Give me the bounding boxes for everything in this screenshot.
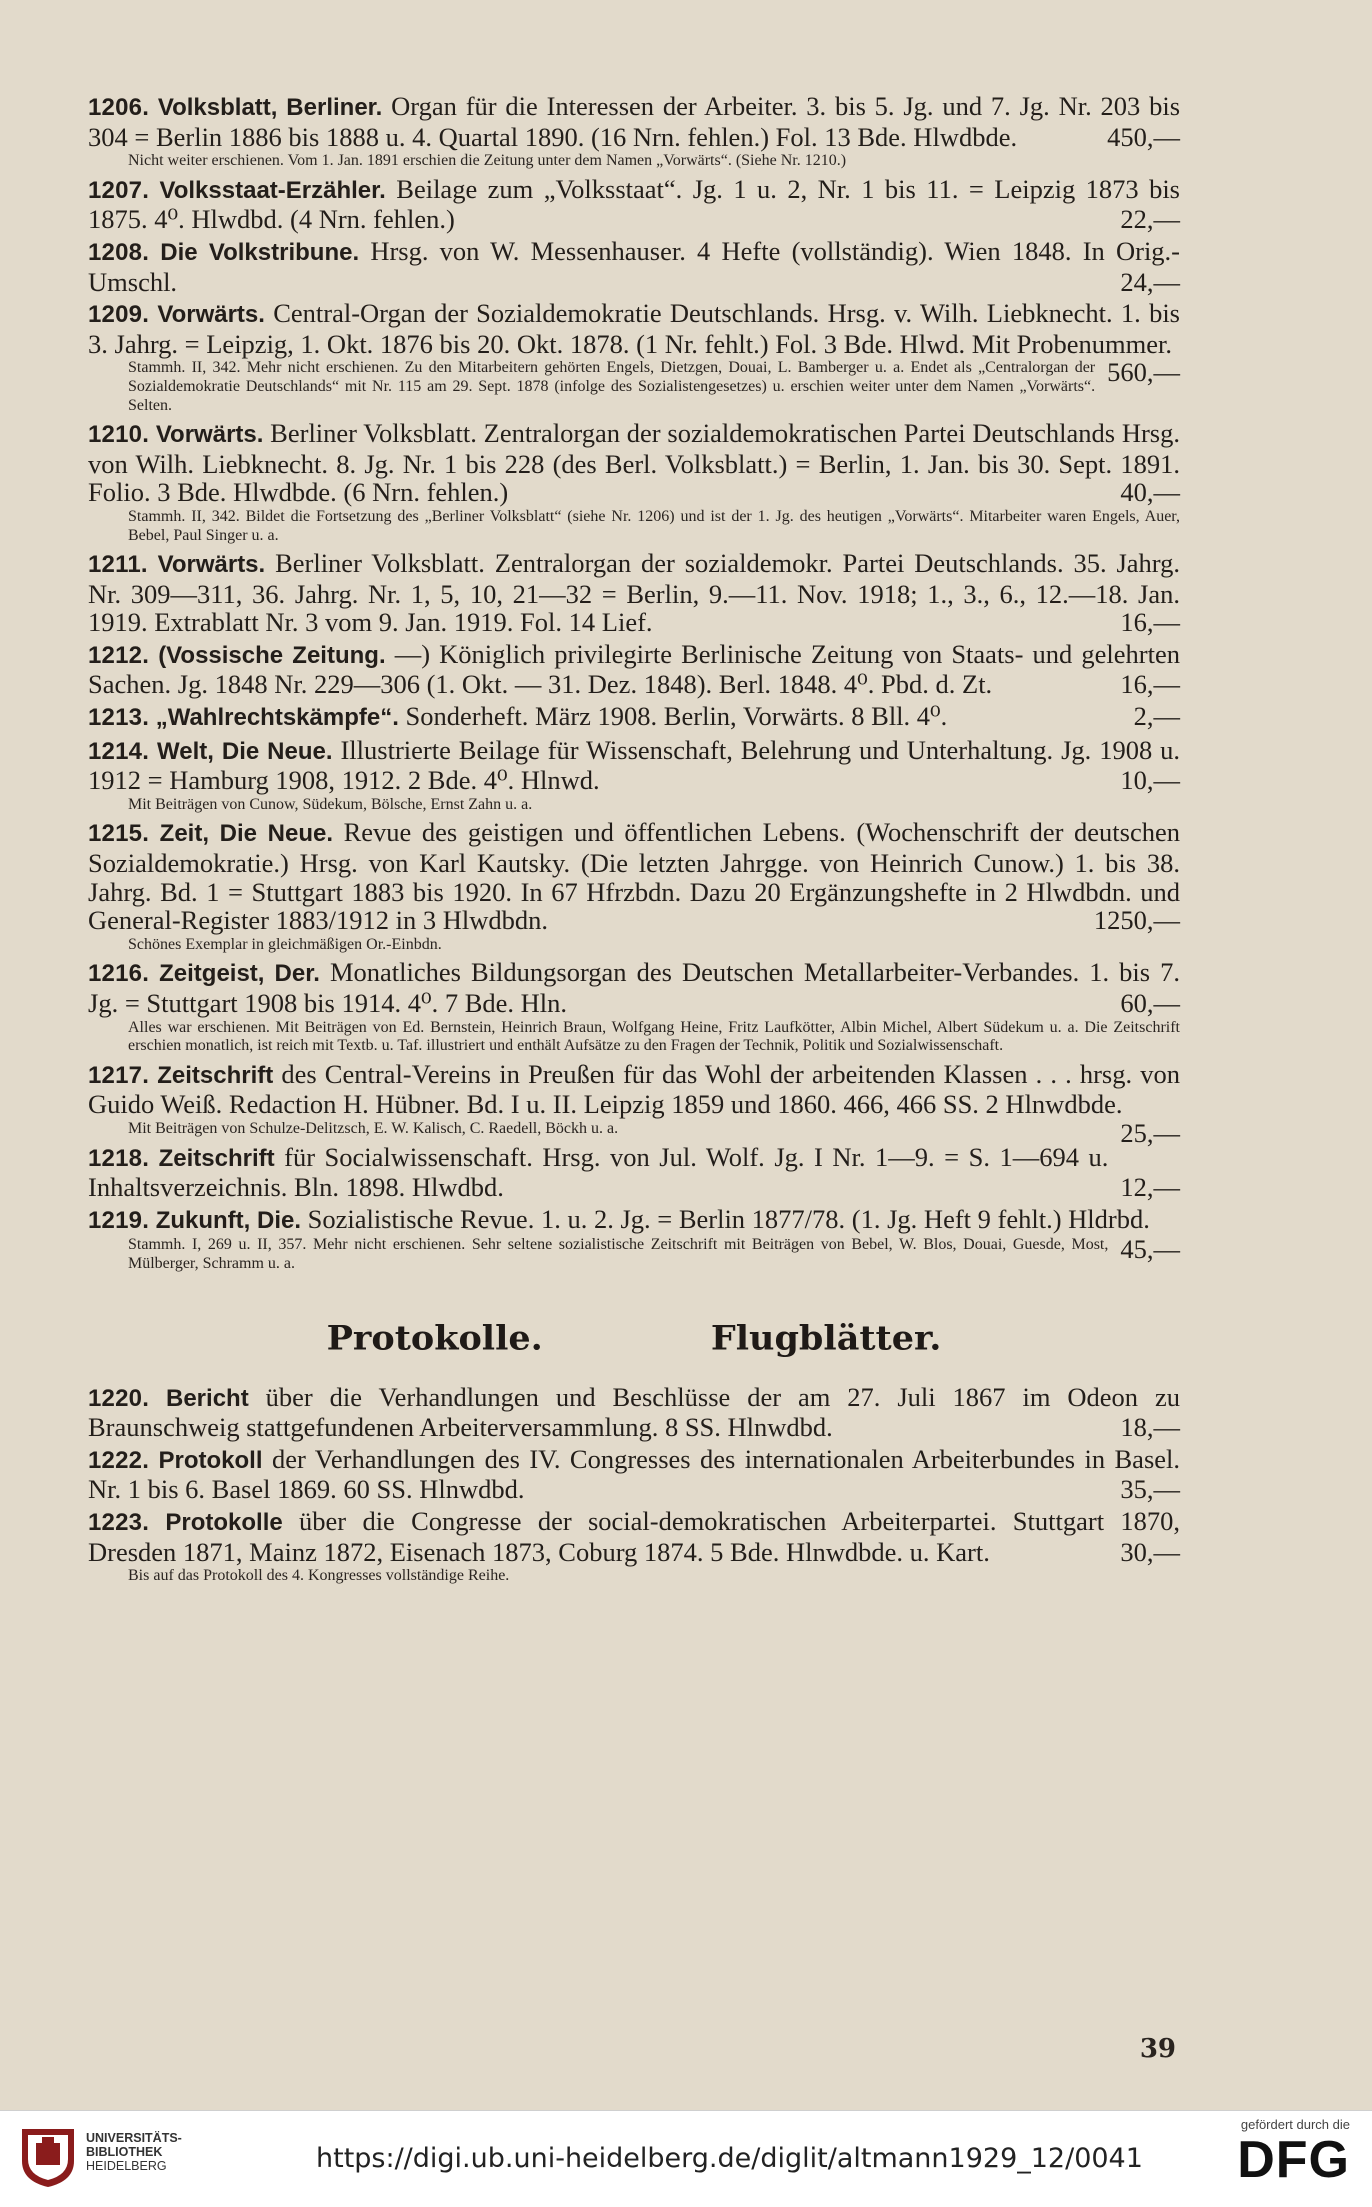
entry-keyword: Vorwärts. xyxy=(155,421,264,449)
entry-note: Stammh. I, 269 u. II, 357. Mehr nicht erschienen. Sehr seltene sozialistische Zeitschrift mit Beiträgen von Bebel, W. Blos, Douai, Guesde, Most, Mülberger, Schramm u. a. xyxy=(128,1236,1109,1272)
catalog-entry xyxy=(88,175,1180,234)
entry-description: der Verhandlungen des IV. Congresses des internationalen Arbeiterbundes in Basel. Nr. 1 bis 6. Basel 1869. 60 SS. Hlnwdbd. xyxy=(88,1443,1181,1505)
entry-description: —) Königlich privilegirte Berlinische Zeitung von Staats- und gelehrten Sachen. Jg. 1848 Nr. 229—306 (1. Okt. — 31. Dez. 1848). Berl. 1848. 4⁰. Pbd. d. Zt. xyxy=(88,638,1181,700)
catalog-entry xyxy=(88,640,1180,699)
entry-keyword: (Vossische Zeitung. xyxy=(158,641,386,669)
catalog-entry xyxy=(88,549,1180,637)
entry-keyword: Volksstaat-Erzähler. xyxy=(159,176,386,204)
entry-price: 22,— xyxy=(1120,204,1180,235)
entry-main-text xyxy=(88,175,1180,234)
catalog-entry xyxy=(88,736,1180,815)
entry-description: über die Verhandlungen und Beschlüsse der am 27. Juli 1867 im Odeon zu Braunschweig stattgefundenen Arbeiterversammlung. 8 SS. Hlnwdbd. xyxy=(88,1381,1180,1443)
entry-price: 45,— xyxy=(1120,1234,1180,1265)
catalog-entry xyxy=(88,702,1180,733)
entry-keyword: Zeitschrift xyxy=(157,1061,274,1089)
entry-note: Alles war erschienen. Mit Beiträgen von Ed. Bernstein, Heinrich Braun, Wolfgang Heine, Fritz Laufkötter, Albin Michel, Albert Südekum u. a. Die Zeitschrift erschien monatlich, ist reich mit Textb. u. Taf. illustriert und enthält Aufsätze zu den Fragen der Technik, Politik und Sozialwissenschaft. xyxy=(128,1018,1180,1055)
entry-price: 16,— xyxy=(1120,669,1180,700)
university-library-name xyxy=(86,2131,182,2173)
entry-keyword: Protokoll xyxy=(158,1446,263,1474)
entry-price: 40,— xyxy=(1120,477,1180,508)
entry-note: Nicht weiter erschienen. Vom 1. Jan. 1891 erschien die Zeitung unter dem Namen „Vorwärts“. (Siehe Nr. 1210.) xyxy=(128,152,847,170)
entry-main-text xyxy=(88,1143,1180,1202)
entry-description: für Socialwissenschaft. Hrsg. von Jul. Wolf. Jg. I Nr. 1—9. = S. 1—694 u. Inhaltsverzeichnis. Bln. 1898. Hlwdbd. xyxy=(88,1141,1109,1203)
entries-list-a xyxy=(88,92,1180,1274)
entry-note: Mit Beiträgen von Schulze-Delitzsch, E. W. Kalisch, C. Raedell, Böckh u. a. xyxy=(128,1119,619,1137)
entry-keyword: Protokolle xyxy=(165,1508,283,1536)
entry-number: 1212. xyxy=(88,641,150,669)
entry-price: 16,— xyxy=(1120,607,1180,638)
entry-price: 450,— xyxy=(1107,121,1180,152)
entry-main-text xyxy=(88,640,1180,699)
entry-keyword: Bericht xyxy=(166,1384,249,1412)
entry-keyword: „Wahlrechtskämpfe“. xyxy=(155,704,399,732)
entry-price: 560,— xyxy=(1107,357,1180,388)
catalog-content xyxy=(88,92,1180,1590)
entry-description: Monatliches Bildungsorgan des Deutschen Metallarbeiter-Verbandes. 1. bis 7. Jg. = Stuttgart 1908 bis 1914. 4⁰. 7 Bde. Hln. xyxy=(88,957,1181,1018)
entry-main-text xyxy=(88,958,1180,1017)
entry-keyword: Zeitschrift xyxy=(158,1144,275,1172)
entry-number: 1213. xyxy=(88,704,150,732)
entry-number: 1218. xyxy=(88,1144,150,1172)
entry-price: 25,— xyxy=(1120,1117,1180,1148)
catalog-entry xyxy=(88,419,1180,545)
entry-price: 30,— xyxy=(1120,1536,1180,1567)
catalog-entry xyxy=(88,1445,1180,1504)
entry-price: 60,— xyxy=(1120,988,1180,1018)
dfg-caption: gefördert durch die xyxy=(1240,2117,1350,2132)
entry-price: 1250,— xyxy=(1093,905,1180,936)
entry-number: 1223. xyxy=(88,1508,150,1536)
catalog-entry xyxy=(88,1143,1180,1202)
entry-main-text xyxy=(88,1383,1180,1442)
entry-number: 1215. xyxy=(88,820,150,848)
entry-note: Stammh. II, 342. Mehr nicht erschienen. Zu den Mitarbeitern gehörten Engels, Dietzgen, Douai, L. Bamberger u. a. Endet als „Centralorgan der Sozialdemokratie Deutschlands“ mit Nr. 115 am 29. Sept. 1878 (infolge des Sozialistengesetzes) u. erschien weiter unter dem Namen „Vorwärts“. Selten. xyxy=(128,359,1096,414)
entry-number: 1214. xyxy=(88,737,150,765)
entry-description: Beilage zum „Volksstaat“. Jg. 1 u. 2, Nr. 1 bis 11. = Leipzig 1873 bis 1875. 4⁰. Hlwdbd. (4 Nrn. fehlen.) xyxy=(88,173,1180,235)
entry-number: 1216. xyxy=(88,960,150,988)
uni-line-2: BIBLIOTHEK xyxy=(86,2145,163,2159)
entry-main-text xyxy=(88,702,1180,733)
entry-number: 1207. xyxy=(88,176,150,204)
catalog-entry xyxy=(88,1507,1180,1586)
entry-main-text xyxy=(88,736,1180,795)
entry-number: 1210. xyxy=(88,421,150,449)
catalog-entry xyxy=(88,92,1180,171)
entry-main-text xyxy=(88,818,1180,934)
entry-number: 1209. xyxy=(88,301,150,329)
section-heading xyxy=(88,1318,1180,1359)
entry-keyword: Vorwärts. xyxy=(157,551,266,579)
entry-note: Stammh. II, 342. Bildet die Fortsetzung des „Berliner Volksblatt“ (siehe Nr. 1206) und ist der 1. Jg. des heutigen „Vorwärts“. Mitarbeiter waren Engels, Auer, Bebel, Paul Singer u. a. xyxy=(128,507,1180,544)
entry-keyword: Zeit, Die Neue. xyxy=(159,820,333,848)
entry-main-text xyxy=(88,1507,1180,1566)
catalog-entry xyxy=(88,818,1180,954)
catalog-entry xyxy=(88,958,1180,1055)
entry-number: 1219. xyxy=(88,1206,150,1234)
entry-number: 1211. xyxy=(88,551,148,579)
page-number: 39 xyxy=(1139,2034,1176,2064)
entry-keyword: Zukunft, Die. xyxy=(155,1206,302,1234)
entry-main-text xyxy=(88,1445,1180,1504)
catalog-entry xyxy=(88,1383,1180,1442)
entry-description: des Central-Vereins in Preußen für das Wohl der arbeitenden Klassen . . . hrsg. von Guido Weiß. Redaction H. Hübner. Bd. I u. II. Leipzig 1859 und 1860. 466, 466 SS. 2 Hlnwdbde. xyxy=(88,1058,1181,1120)
entry-description: Central-Organ der Sozialdemokratie Deutschlands. Hrsg. v. Wilh. Liebknecht. 1. bis 3. Jahrg. = Leipzig, 1. Okt. 1876 bis 20. Okt. 1878. (1 Nr. fehlt.) Fol. 3 Bde. Hlwd. Mit Probenummer. xyxy=(88,298,1180,359)
entry-number: 1206. xyxy=(88,94,150,121)
entry-price: 10,— xyxy=(1120,765,1180,796)
uni-line-3: HEIDELBERG xyxy=(86,2159,167,2173)
entry-number: 1222. xyxy=(88,1446,150,1474)
entry-price: 18,— xyxy=(1120,1412,1180,1443)
entry-price: 2,— xyxy=(1133,701,1180,732)
dfg-wordmark: DFG xyxy=(1237,2131,1350,2189)
entry-number: 1220. xyxy=(88,1384,150,1412)
entry-number: 1208. xyxy=(88,238,150,266)
entry-keyword: Zeitgeist, Der. xyxy=(159,960,320,988)
entry-keyword: Vorwärts. xyxy=(157,301,265,329)
source-url[interactable]: https://digi.ub.uni-heidelberg.de/diglit/altmann1929_12/0041 xyxy=(316,2143,1143,2174)
entry-note: Bis auf das Protokoll des 4. Kongresses vollständige Reihe. xyxy=(128,1567,510,1585)
footer-bar xyxy=(0,2110,1372,2207)
university-seal-icon xyxy=(18,2125,78,2189)
entry-price: 35,— xyxy=(1120,1474,1180,1505)
entry-number: 1217. xyxy=(88,1061,150,1089)
entries-list-b xyxy=(88,1383,1180,1586)
entry-note: Schönes Exemplar in gleichmäßigen Or.-Einbdn. xyxy=(128,935,442,953)
entry-description: Revue des geistigen und öffentlichen Lebens. (Wochenschrift der deutschen Sozialdemokratie.) Hrsg. von Karl Kautsky. (Die letzten Jahrgge. von Heinrich Cunow.) 1. bis 38. Jahrg. Bd. 1 = Stuttgart 1883 bis 1920. In 67 Hfrzbdn. Dazu 20 Ergänzungshefte in 2 Hlwdbdn. und General-Register 1883/1912 in 3 Hlwdbdn. xyxy=(88,817,1181,936)
entry-description: Hrsg. von W. Messenhauser. 4 Hefte (vollständig). Wien 1848. In Orig.-Umschl. xyxy=(88,235,1181,297)
catalog-entry xyxy=(88,237,1180,296)
entry-keyword: Volksblatt, Berliner. xyxy=(157,94,383,121)
entry-price: 12,— xyxy=(1120,1172,1180,1203)
entry-description: Sonderheft. März 1908. Berlin, Vorwärts. 8 Bll. 4⁰. xyxy=(398,701,948,732)
entry-keyword: Welt, Die Neue. xyxy=(157,737,333,765)
entry-main-text xyxy=(88,419,1180,507)
entry-description: über die Congresse der social-demokratischen Arbeiterpartei. Stuttgart 1870, Dresden 1871, Mainz 1872, Eisenach 1873, Coburg 1874. 5 Bde. Hlnwdbde. u. Kart. xyxy=(88,1505,1180,1567)
catalog-entry xyxy=(88,1058,1181,1148)
catalog-entry xyxy=(88,299,1180,415)
entry-keyword: Die Volkstribune. xyxy=(160,238,360,266)
dfg-logo xyxy=(1210,2117,1350,2201)
entry-main-text xyxy=(88,92,1180,151)
uni-line-1: UNIVERSITÄTS- xyxy=(86,2131,182,2145)
section-heading-left: Protokolle. xyxy=(326,1318,543,1358)
entry-main-text xyxy=(88,549,1180,637)
entry-note: Mit Beiträgen von Cunow, Südekum, Bölsche, Ernst Zahn u. a. xyxy=(128,795,533,813)
entry-main-text xyxy=(88,237,1180,296)
section-heading-right: Flugblätter. xyxy=(710,1318,942,1358)
entry-description: Organ für die Interessen der Arbeiter. 3. bis 5. Jg. und 7. Jg. Nr. 203 bis 304 = Berlin 1886 bis 1888 u. 4. Quartal 1890. (16 Nrn. fehlen.) Fol. 13 Bde. Hlwdbde. xyxy=(88,91,1181,152)
entry-description: Berliner Volksblatt. Zentralorgan der sozialdemokratischen Partei Deutschlands Hrsg. von Wilh. Liebknecht. 8. Jg. Nr. 1 bis 228 (des Berl. Volksblatt.) = Berlin, 1. Jan. bis 30. Sept. 1891. Folio. 3 Bde. Hlwdbde. (6 Nrn. fehlen.) xyxy=(88,418,1180,508)
entry-description: Sozialistische Revue. 1. u. 2. Jg. = Berlin 1877/78. (1. Jg. Heft 9 fehlt.) Hldrbd. xyxy=(301,1203,1150,1234)
entry-price: 24,— xyxy=(1120,266,1180,297)
catalog-entry xyxy=(88,1205,1180,1274)
entry-description: Berliner Volksblatt. Zentralorgan der sozialdemokr. Partei Deutschlands. 35. Jahrg. Nr. 309—311, 36. Jahrg. Nr. 1, 5, 10, 21—32 = Berlin, 9.—11. Nov. 1918; 1., 3., 6., 12.—18. Jan. 1919. Extrablatt Nr. 3 vom 9. Jan. 1919. Fol. 14 Lief. xyxy=(88,548,1180,638)
entry-description: Illustrierte Beilage für Wissenschaft, Belehrung und Unterhaltung. Jg. 1908 u. 1912 = Hamburg 1908, 1912. 2 Bde. 4⁰. Hlnwd. xyxy=(88,734,1181,796)
